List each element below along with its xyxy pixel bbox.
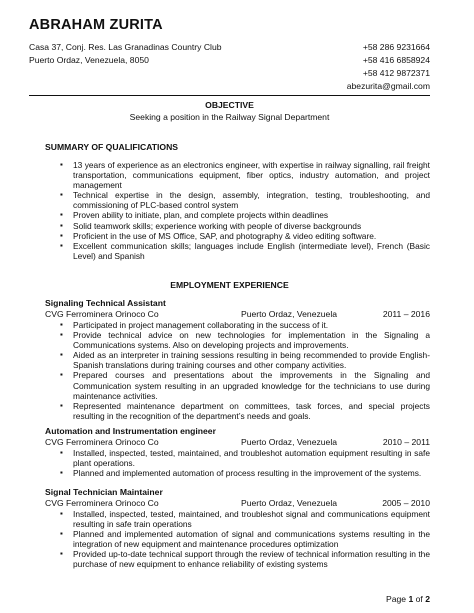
list-item: ▪ Solid teamwork skills; experience working with people of diverse backgrounds [60,220,362,231]
list-item: ▪ Planned and implemented automation of process resulting in the improvement of the systems. [60,468,422,479]
job-location: Puerto Ordaz, Venezuela [241,437,338,447]
page-number: Page 1 of 2 [386,594,430,604]
address-line: Casa 37, Conj. Res. Las Granadinas Country Club [29,42,222,52]
job-title: Automation and Instrumentation engineer [45,426,216,436]
list-item: ▪ Provide technical advice on new technologies for implementation in the Signaling a Communications systems. Also on developing projects and improvements. [60,330,430,351]
bullet-icon: ▪ [60,529,63,539]
list-item: ▪ Planned and implemented automation of signal and communications systems resulting in the integration of new equipment and maintenance procedures optimization [60,529,430,550]
job-location: Puerto Ordaz, Venezuela [241,309,338,319]
job-meta [45,498,430,509]
phone-email-block [347,41,430,93]
bullet-icon: ▪ [60,160,63,169]
objective-text: Seeking a position in the Railway Signal Department [129,112,330,122]
address-block [29,41,222,67]
bullet-icon: ▪ [60,320,63,329]
list-item: ▪ Technical expertise in the design, assembly, integration, testing, troubleshooting, and commissioning of PLC-based control system [60,190,430,211]
summary-list [60,160,430,261]
list-item: ▪ 13 years of experience as an electronics engineer, with expertise in railway signalling, rail freight transportation, communications equipment, fiber optics, industry automation, and project management [60,160,430,191]
job-title: Signal Technician Maintainer [45,487,163,497]
bullet-icon: ▪ [60,240,63,250]
job-location: Puerto Ordaz, Venezuela [241,498,338,508]
objective-heading: OBJECTIVE [205,100,254,110]
company-name: CVG Ferrominera Orinoco Co [45,309,159,319]
phone-number: +58 286 9231664 [362,42,430,52]
bullet-icon: ▪ [60,448,63,457]
bullet-icon: ▪ [60,370,63,380]
job-bullets [60,320,430,421]
job-bullets [60,448,430,478]
list-item: ▪ Prepared courses and presentations about the improvements in the Signaling and Communication system resulting in an upgraded knowledge for the technicians to use during maintenance activities. [60,370,430,401]
job-dates: 2010 – 2011 [382,437,430,447]
job-meta [45,309,430,320]
bullet-icon: ▪ [60,210,63,220]
bullet-icon: ▪ [60,330,63,340]
job-bullets [60,509,430,570]
bullet-icon: ▪ [60,468,63,478]
list-item: ▪ Participated in project management collaborating in the success of it. [60,320,329,330]
bullet-icon: ▪ [60,350,63,360]
list-item: ▪ Represented maintenance department on committees, task forces, and special projects resulting in the recognition of the department’s needs and goals. [60,400,430,421]
email-address: abezurita@gmail.com [346,81,430,91]
bullet-icon: ▪ [60,230,63,240]
header-divider [29,95,430,96]
phone-number: +58 416 6858924 [362,55,430,65]
list-item: ▪ Proven ability to initiate, plan, and complete projects within deadlines [60,210,329,221]
list-item: ▪ Aided as an interpreter in training sessions resulting in being recommended to provide English-Spanish translations during training courses and other company activities. [60,350,430,371]
bullet-icon: ▪ [60,400,63,410]
list-item: ▪ Proficient in the use of MS Office, SAP, and photography & video editing software. [60,230,377,241]
bullet-icon: ▪ [60,549,63,559]
phone-number: +58 412 9872371 [362,68,430,78]
experience-heading: EMPLOYMENT EXPERIENCE [170,280,289,290]
list-item: ▪ Installed, inspected, tested, maintained, and troubleshot automation equipment resulting in safe plant operations. [60,448,430,469]
address-line: Puerto Ordaz, Venezuela, 8050 [29,55,149,65]
company-name: CVG Ferrominera Orinoco Co [45,437,159,447]
job-title: Signaling Technical Assistant [45,298,166,308]
list-item: ▪ Installed, inspected, tested, maintained, and troubleshot signal and communications equipment resulting in safe train operations [60,509,430,530]
job-dates: 2011 – 2016 [382,309,430,319]
company-name: CVG Ferrominera Orinoco Co [45,498,159,508]
list-item: ▪ Provided up-to-date technical support through the review of technical information resulting in the purchase of new equipment to enhance reliability of existing systems [60,549,430,570]
summary-heading: SUMMARY OF QUALIFICATIONS [45,142,179,152]
applicant-name: ABRAHAM ZURITA [29,17,163,33]
job-meta [45,437,430,448]
bullet-icon: ▪ [60,190,63,200]
list-item: ▪ Excellent communication skills; languages include English (intermediate level), French (Basic Level) and Spanish [60,240,430,261]
bullet-icon: ▪ [60,220,63,230]
bullet-icon: ▪ [60,509,63,518]
job-dates: 2005 – 2010 [382,498,430,508]
